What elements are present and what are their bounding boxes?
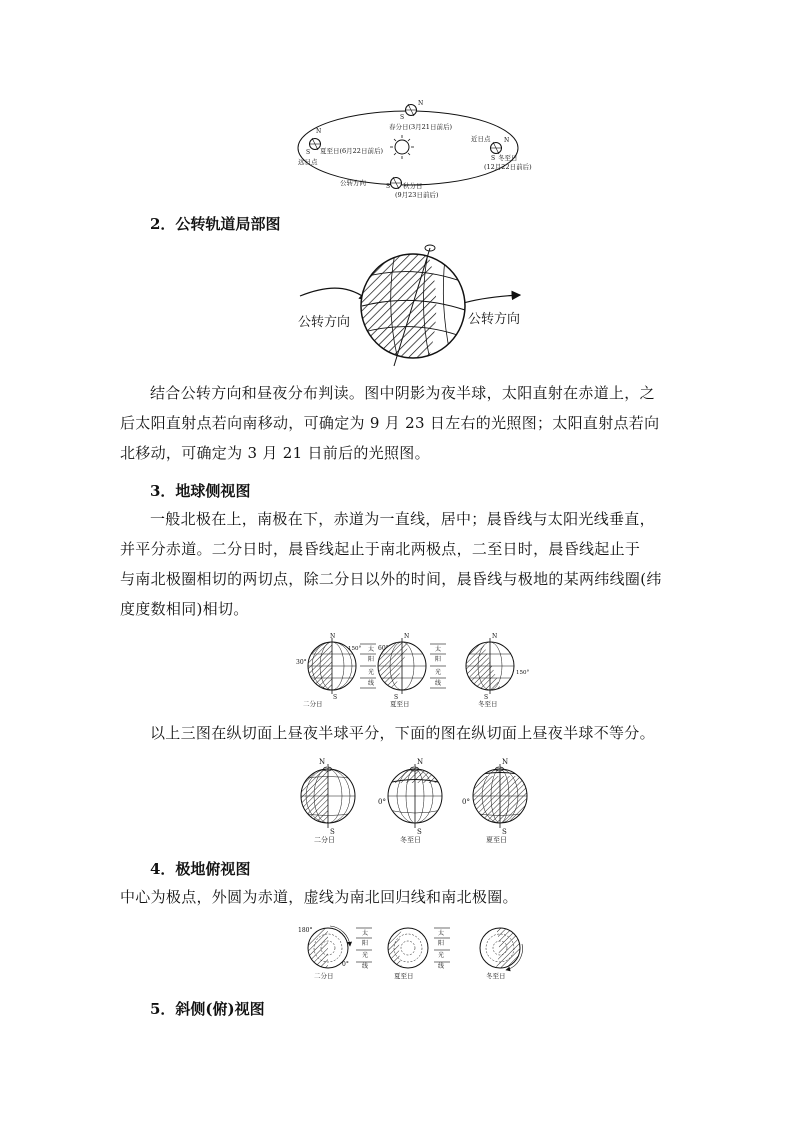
svg-text:阳: 阳 [368,656,375,663]
sun-icon [390,135,414,159]
svg-text:S: S [306,149,311,156]
svg-text:公转方向: 公转方向 [298,315,351,330]
section-heading-5: 5．斜侧(俯)视图 [150,1000,265,1018]
svg-text:夏至日: 夏至日 [390,700,410,708]
svg-text:二分日: 二分日 [314,972,334,980]
paragraph-compare: 以上三图在纵切面上昼夜半球平分，下面的图在纵切面上昼夜半球不等分。 [150,724,655,742]
svg-text:0°: 0° [342,961,349,968]
section-heading-4: 4．极地俯视图 [150,860,251,878]
globe-equinox-2 [301,758,355,844]
polar-view-diagrams [290,918,540,983]
svg-text:冬至日: 冬至日 [478,700,498,708]
svg-text:N: N [504,137,510,144]
polar-winter [480,928,523,980]
svg-text:N: N [319,758,326,766]
svg-text:秋分日: 秋分日 [403,182,423,190]
svg-text:60°: 60° [378,645,389,652]
svg-text:N: N [404,633,410,640]
svg-text:S: S [333,694,338,701]
svg-text:夏至日: 夏至日 [486,836,507,844]
svg-text:夏至日: 夏至日 [394,972,414,980]
svg-text:S: S [330,828,335,836]
svg-text:太: 太 [368,646,375,653]
svg-text:夏至日(6月22日前后): 夏至日(6月22日前后) [320,147,383,155]
earth-autumn [390,177,402,189]
earth-spring [405,104,417,116]
svg-text:公转方向: 公转方向 [468,312,521,327]
svg-text:S: S [400,114,405,121]
polar-equinox [298,926,350,980]
svg-text:S: S [394,694,399,701]
svg-text:阳: 阳 [362,940,369,947]
svg-text:(12月22日前后): (12月22日前后) [484,163,532,171]
section-heading-2: 2．公转轨道局部图 [150,215,281,233]
svg-text:S: S [491,155,496,162]
svg-text:S: S [386,183,391,190]
svg-text:线: 线 [438,963,445,970]
sunlight-arrows-polar-1 [356,928,372,970]
svg-text:太: 太 [435,646,442,653]
side-view-globes-equal [290,630,540,710]
svg-text:冬至日: 冬至日 [498,154,518,162]
svg-text:春分日(3月21日前后): 春分日(3月21日前后) [389,123,452,131]
paragraph-side-view-cont: 并平分赤道。二分日时，晨昏线起止于南北两极点，二至日时，晨昏线起止于 与南北极圈相切的两切点，除二分日以外的时间，晨昏线与极地的某两纬线圈(纬 度度数相同)相切。 [120,540,662,618]
svg-text:150°: 150° [516,670,530,676]
svg-text:光: 光 [438,952,445,959]
sunlight-arrows-2 [430,644,446,688]
svg-text:光: 光 [368,669,375,676]
sunlight-arrows-polar-2 [434,928,450,970]
globe-summer-1 [378,633,426,708]
side-view-globes-unequal [290,752,540,847]
svg-text:光: 光 [362,952,369,959]
paragraph-polar-view: 中心为极点，外圆为赤道，虚线为南北回归线和南北极圈。 [120,888,518,906]
svg-text:线: 线 [362,963,369,970]
section-heading-3: 3．地球侧视图 [150,482,251,500]
svg-text:N: N [418,100,424,107]
svg-text:180°: 180° [298,927,313,934]
svg-text:近日点: 近日点 [471,135,491,143]
globe-winter-1 [466,633,529,708]
svg-text:线: 线 [368,680,375,687]
svg-text:光: 光 [435,669,442,676]
svg-text:冬至日: 冬至日 [486,972,506,980]
svg-text:N: N [417,758,424,766]
svg-text:S: S [417,828,422,836]
svg-text:二分日: 二分日 [303,700,323,708]
svg-text:N: N [502,758,509,766]
svg-text:N: N [316,128,322,135]
svg-text:S: S [484,694,489,701]
svg-text:线: 线 [435,680,442,687]
globe-summer-2 [462,758,527,844]
globe-equinox-1 [296,633,356,708]
svg-text:阳: 阳 [438,940,445,947]
globe-winter-2 [378,758,442,844]
svg-text:太: 太 [438,930,445,937]
svg-text:阳: 阳 [435,656,442,663]
paragraph-revolution-cont: 后太阳直射点若向南移动，可确定为 9 月 23 日左右的光照图；太阳直射点若向 北移动，可确定为 3 月 21 日前后的光照图。 [120,414,660,462]
svg-text:S: S [502,828,507,836]
svg-text:30°: 30° [296,659,307,666]
polar-summer [388,928,428,980]
paragraph-side-view: 一般北极在上，南极在下，赤道为一直线，居中；晨昏线与太阳光线垂直， [150,510,655,528]
svg-text:公转方向: 公转方向 [340,179,366,187]
svg-text:0°: 0° [462,798,470,806]
svg-text:二分日: 二分日 [314,836,335,844]
svg-text:150°: 150° [348,646,362,652]
svg-text:冬至日: 冬至日 [400,836,421,844]
svg-text:N: N [492,633,498,640]
orbit-partial-diagram [290,238,540,373]
svg-text:(9月23日前后): (9月23日前后) [395,191,439,199]
svg-text:0°: 0° [378,798,386,806]
svg-text:N: N [330,633,336,640]
svg-text:远日点: 远日点 [298,158,318,166]
svg-text:太: 太 [362,930,369,937]
orbit-diagram [278,95,548,205]
paragraph-revolution: 结合公转方向和昼夜分布判读。图中阴影为夜半球，太阳直射在赤道上，之 [150,384,655,402]
earth-winter [490,142,502,154]
